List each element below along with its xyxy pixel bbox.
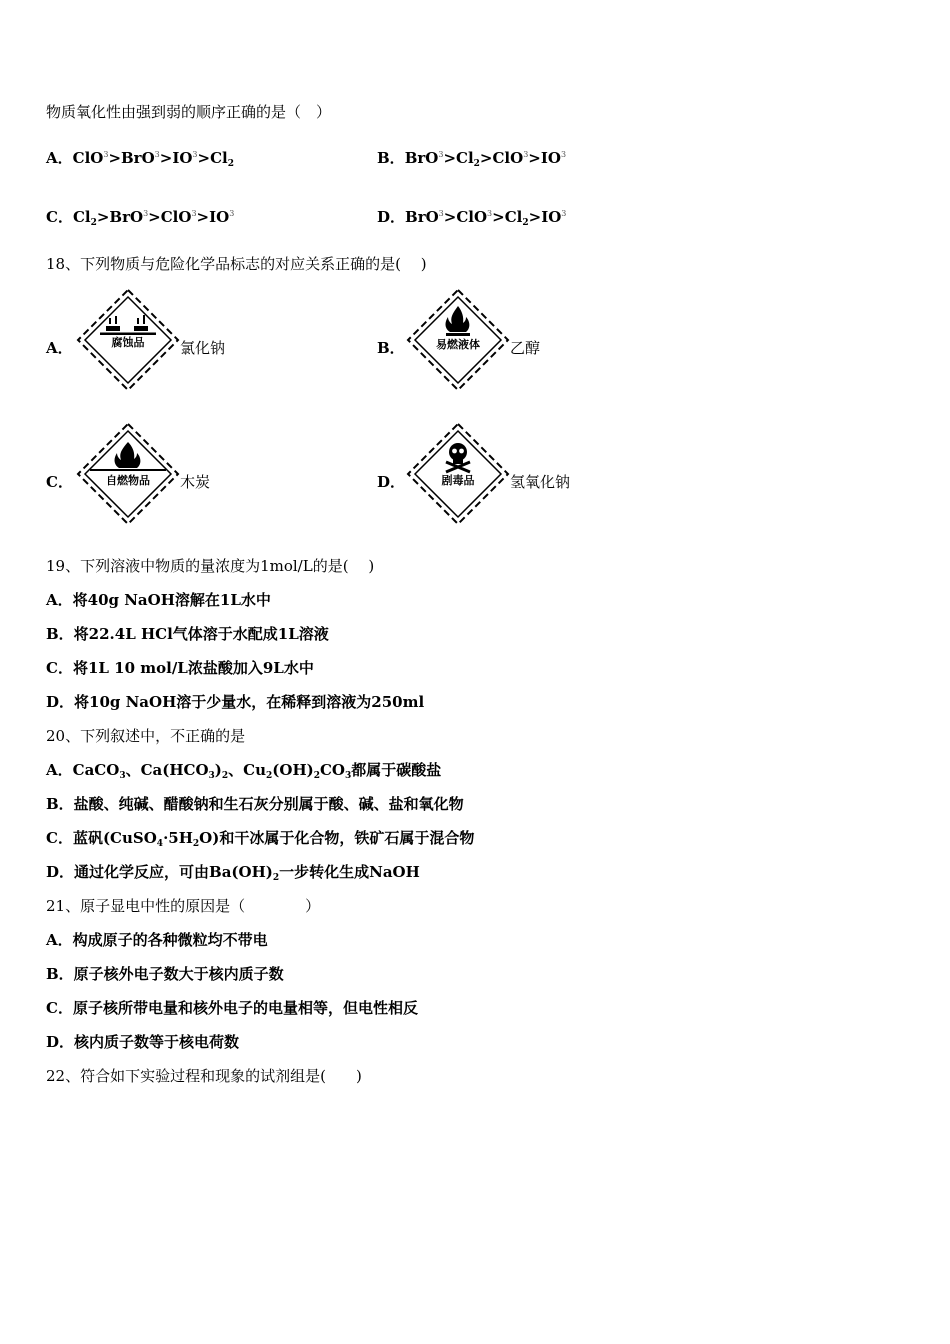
q20-option-a[interactable]: A．CaCO$_3$、$Ca(HCO_3)_2$、$Cu_2(OH)_2CO_3$都属于碳酸盐 xyxy=(46,761,442,781)
q21-option-d[interactable]: D．核内质子数等于核电荷数 xyxy=(46,1033,240,1051)
q18-option-a-sign xyxy=(76,288,180,392)
q20-option-c[interactable]: C．蓝矾$(CuSO_4\cdot 5H_2O)$和干冰属于化合物，铁矿石属于混合物 xyxy=(46,829,475,849)
q18-option-a-label[interactable]: A． xyxy=(46,339,73,357)
q18-option-a-sign-text: 腐蚀品 xyxy=(111,336,145,349)
q18-option-d-label[interactable]: D． xyxy=(377,473,406,491)
q18-option-b-sign xyxy=(406,288,510,392)
q21-option-c[interactable]: C．原子核所带电量和核外电子的电量相等，但电性相反 xyxy=(46,999,418,1017)
q18-option-b-label[interactable]: B． xyxy=(377,339,405,357)
q18-option-d-substance: 氢氧化钠 xyxy=(510,473,571,491)
q18-option-c-sign-text: 自燃物品 xyxy=(106,474,150,487)
q18-option-b-sign-text: 易燃液体 xyxy=(436,338,480,351)
skull-icon xyxy=(446,443,470,472)
q20-stem: 20、下列叙述中，不正确的是 xyxy=(46,727,246,745)
q18-option-a-substance: 氯化钠 xyxy=(180,339,226,357)
q17-option-c[interactable]: C．$Cl_2>BrO^3>ClO^3>IO^3$ xyxy=(46,208,235,228)
q19-option-a[interactable]: A．将40g NaOH溶解在1L水中 xyxy=(46,591,271,609)
corrosive-icon xyxy=(100,315,156,334)
q22-stem: 22、符合如下实验过程和现象的试剂组是( ) xyxy=(46,1067,362,1085)
q19-stem: 19、下列溶液中物质的量浓度为1mol/L的是( ) xyxy=(46,557,375,575)
q18-option-c-substance: 木炭 xyxy=(180,473,211,491)
q18-option-c-label[interactable]: C． xyxy=(46,473,73,491)
q18-stem: 18、下列物质与危险化学品标志的对应关系正确的是( ) xyxy=(46,255,427,273)
q19-option-d[interactable]: D．将10g NaOH溶于少量水，在稀释到溶液为250ml xyxy=(46,693,425,711)
q17-option-d[interactable]: D．$BrO^3>ClO^3>Cl_2>IO^3$ xyxy=(377,208,567,228)
q21-stem: 21、原子显电中性的原因是（ ） xyxy=(46,897,321,915)
q18-option-b-substance: 乙醇 xyxy=(510,339,541,357)
q17-option-b[interactable]: B．$BrO^3>Cl_2>ClO^3>IO^3$ xyxy=(377,149,567,169)
q21-option-b[interactable]: B．原子核外电子数大于核内质子数 xyxy=(46,965,284,983)
q19-option-c[interactable]: C．将1L 10 mol/L浓盐酸加入9L水中 xyxy=(46,659,314,677)
flame-icon xyxy=(446,306,470,332)
q19-option-b[interactable]: B．将22.4L HCl气体溶于水配成1L溶液 xyxy=(46,625,329,643)
q18-option-d-sign-text: 剧毒品 xyxy=(441,474,475,487)
q17-stem: 物质氧化性由强到弱的顺序正确的是（ ） xyxy=(46,103,332,121)
q18-option-d-sign xyxy=(406,422,510,526)
q20-option-d[interactable]: D．通过化学反应，可由$Ba(OH)_2$一步转化生成NaOH xyxy=(46,863,420,883)
q20-option-b[interactable]: B．盐酸、纯碱、醋酸钠和生石灰分别属于酸、碱、盐和氧化物 xyxy=(46,795,464,813)
q18-option-c-sign xyxy=(76,422,180,526)
q17-option-a[interactable]: A．$ClO^3>BrO^3>IO^3>Cl_2$ xyxy=(46,149,234,169)
flame-icon xyxy=(115,442,141,468)
q21-option-a[interactable]: A．构成原子的各种微粒均不带电 xyxy=(46,931,268,949)
